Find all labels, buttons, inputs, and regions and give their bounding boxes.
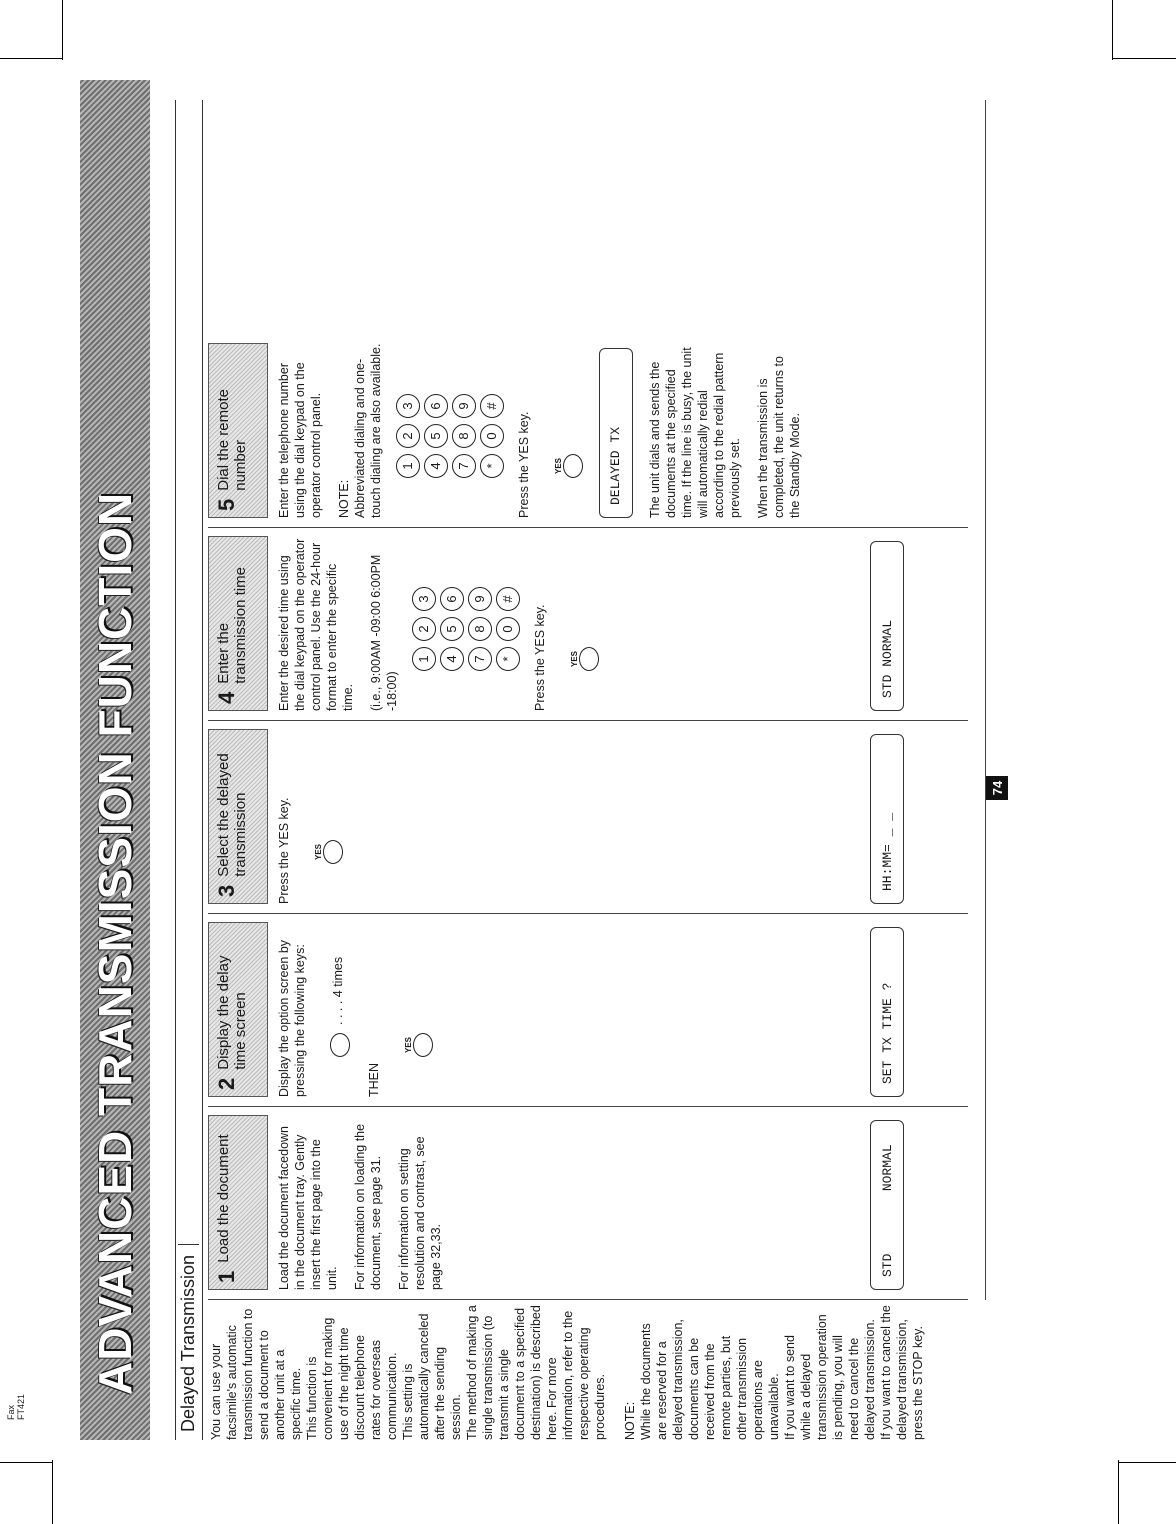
- crop-mark: [52, 1460, 53, 1524]
- banner: [80, 80, 150, 1440]
- step-title: Load the document: [215, 1134, 232, 1263]
- keypad-key: 2: [396, 424, 420, 448]
- keypad-key: #: [480, 394, 504, 418]
- keypad-key: 3: [396, 394, 420, 418]
- step-text: For information on loading the document, see page 31.: [353, 1123, 383, 1290]
- step-text: Display the option screen by pressing the following keys:: [277, 939, 307, 1097]
- keypad-key: 7: [468, 647, 492, 671]
- step-4: [208, 536, 978, 711]
- lcd-display: DELAYED TX: [599, 348, 633, 518]
- note-paragraph: While the documents are reserved for a delayed transmission, documents can be received from the remote parties, but other transmission operations are unavailable.: [639, 1319, 781, 1440]
- footer-code: Fax FT421: [6, 1393, 26, 1420]
- keypad-key: 1: [396, 454, 420, 478]
- column-divider: [208, 1299, 968, 1300]
- yes-key: [554, 454, 583, 478]
- step-text: Abbreviated dialing and one-touch dialing are also available.: [353, 343, 383, 518]
- keypad-key: 5: [424, 424, 448, 448]
- section-tab: [175, 100, 203, 1440]
- step-number: 2: [214, 1077, 239, 1090]
- keypad-key: 8: [468, 617, 492, 641]
- crop-mark: [1112, 0, 1113, 60]
- key-press-count: . . . . 4 times: [331, 956, 345, 1025]
- step-text: Press the YES key.: [277, 797, 291, 904]
- step-text: (i.e., 9:00AM -09:00 6:00PM -18:00): [369, 554, 399, 711]
- yes-key-label: YES: [570, 651, 579, 668]
- step-number: 1: [214, 1270, 239, 1283]
- keypad-key: 1: [412, 647, 436, 671]
- column-divider: [208, 913, 968, 914]
- yes-key-label: YES: [554, 458, 563, 475]
- yes-key-label: YES: [314, 844, 323, 861]
- step-body: [276, 343, 803, 518]
- keypad-key: 9: [468, 587, 492, 611]
- intro-paragraph: You can use your facsimile's automatic transmission function to send a document to another unit at a specific time.: [209, 1308, 303, 1440]
- keypad-key: *: [480, 454, 504, 478]
- step-title: Enter the transmission time: [215, 567, 249, 684]
- intro-paragraph: This setting is automatically canceled after the sending session.: [401, 1313, 463, 1440]
- keypad-key: *: [496, 647, 520, 671]
- bottom-rule: [985, 100, 986, 1300]
- step-header: [208, 536, 268, 711]
- column-divider: [208, 527, 968, 528]
- step-title: Dial the remote number: [215, 389, 249, 491]
- keypad-key: 7: [452, 454, 476, 478]
- step-number: 3: [214, 884, 239, 897]
- crop-mark: [1118, 1460, 1119, 1524]
- keypad-key: #: [496, 587, 520, 611]
- key-oval-icon: [323, 840, 343, 864]
- column-divider: [208, 720, 968, 721]
- step-number: 5: [214, 498, 239, 511]
- step-text: Press the YES key.: [517, 411, 531, 518]
- note-heading: NOTE:: [623, 1401, 637, 1440]
- column-divider: [208, 1106, 968, 1107]
- note-heading: NOTE:: [337, 479, 351, 518]
- step-text: For information on setting resolution and contrast, see page 32,33.: [397, 1136, 443, 1290]
- step-header: [208, 922, 268, 1097]
- keypad-key: 9: [452, 394, 476, 418]
- step-2: [208, 922, 978, 1097]
- step-1: [208, 1115, 978, 1290]
- step-text: The unit dials and sends the documents at the specified time. If the line is busy, the unit will automatically redial according to the redial pattern previously set.: [648, 347, 742, 518]
- manual-page: [80, 80, 1080, 1440]
- intro-paragraph: This function is convenient for making use of the night time discount telephone rates for overseas communication.: [305, 1317, 399, 1440]
- lcd-display: STD NORMAL: [870, 541, 904, 711]
- crop-mark: [1118, 1462, 1176, 1463]
- note-paragraph: If you want to send while a delayed transmission operation is pending, you will need to cancel the delayed transmission.: [783, 1314, 877, 1440]
- step-body: [276, 729, 349, 904]
- step-text: Enter the desired time using the dial keypad on the operator control panel. Use the 24-hour format to enter the specific time.: [277, 538, 355, 711]
- step-title: Display the delay time screen: [215, 955, 249, 1070]
- keypad-key: 8: [452, 424, 476, 448]
- key-oval-icon: [413, 1033, 433, 1057]
- yes-key: [314, 840, 343, 864]
- banner-title: ADVANCED TRANSMISSION FUNCTION: [89, 491, 141, 1395]
- intro-paragraph: The method of making a single transmission (to transmit a single document to a specified destination) is described here. For more information, refer to the respective operating procedures.: [465, 1305, 607, 1440]
- crop-mark: [0, 1462, 52, 1463]
- yes-key: [404, 1033, 433, 1057]
- function-key: [330, 1033, 350, 1057]
- step-title: Select the delayed transmission: [215, 753, 249, 877]
- key-oval-icon: [330, 1033, 350, 1057]
- keypad-key: 6: [424, 394, 448, 418]
- lcd-display: HH:MM= _ _: [870, 734, 904, 904]
- dial-keypad: [412, 536, 520, 671]
- crop-mark: [1112, 58, 1176, 59]
- step-text: Enter the telephone number using the dial keypad on the operator control panel.: [277, 362, 323, 518]
- step-header: [208, 1115, 268, 1290]
- lcd-display: SET TX TIME ?: [870, 927, 904, 1097]
- keypad-key: 4: [424, 454, 448, 478]
- section-label: Delayed Transmission: [178, 1244, 199, 1432]
- page-number: 74: [986, 776, 1008, 800]
- then-label: THEN: [367, 1062, 381, 1097]
- key-oval-icon: [579, 647, 599, 671]
- step-header: [208, 729, 268, 904]
- crop-mark: [62, 0, 63, 60]
- note-paragraph: If you want to cancel the delayed transmission, press the STOP key.: [879, 1305, 925, 1440]
- step-header: [208, 343, 268, 518]
- keypad-key: 0: [480, 424, 504, 448]
- dial-keypad: [396, 343, 504, 478]
- step-body: [276, 922, 439, 1097]
- step-3: [208, 729, 978, 904]
- keypad-key: 3: [412, 587, 436, 611]
- step-text: When the transmission is completed, the unit returns to the Standby Mode.: [756, 356, 802, 518]
- step-text: Load the document facedown in the document tray. Gently insert the first page into the unit.: [277, 1125, 339, 1290]
- keypad-key: 0: [496, 617, 520, 641]
- keypad-key: 6: [440, 587, 464, 611]
- step-body: [276, 536, 605, 711]
- keypad-key: 2: [412, 617, 436, 641]
- keypad-key: 4: [440, 647, 464, 671]
- lcd-display: STD NORMAL: [870, 1120, 904, 1290]
- keypad-key: 5: [440, 617, 464, 641]
- crop-mark: [0, 58, 62, 59]
- step-body: [276, 1115, 444, 1290]
- step-text: Press the YES key.: [533, 604, 547, 711]
- yes-key: [570, 647, 599, 671]
- key-oval-icon: [563, 454, 583, 478]
- step-number: 4: [214, 691, 239, 704]
- intro-column: [208, 1305, 926, 1440]
- yes-key-label: YES: [404, 1037, 413, 1054]
- step-5: [208, 343, 978, 518]
